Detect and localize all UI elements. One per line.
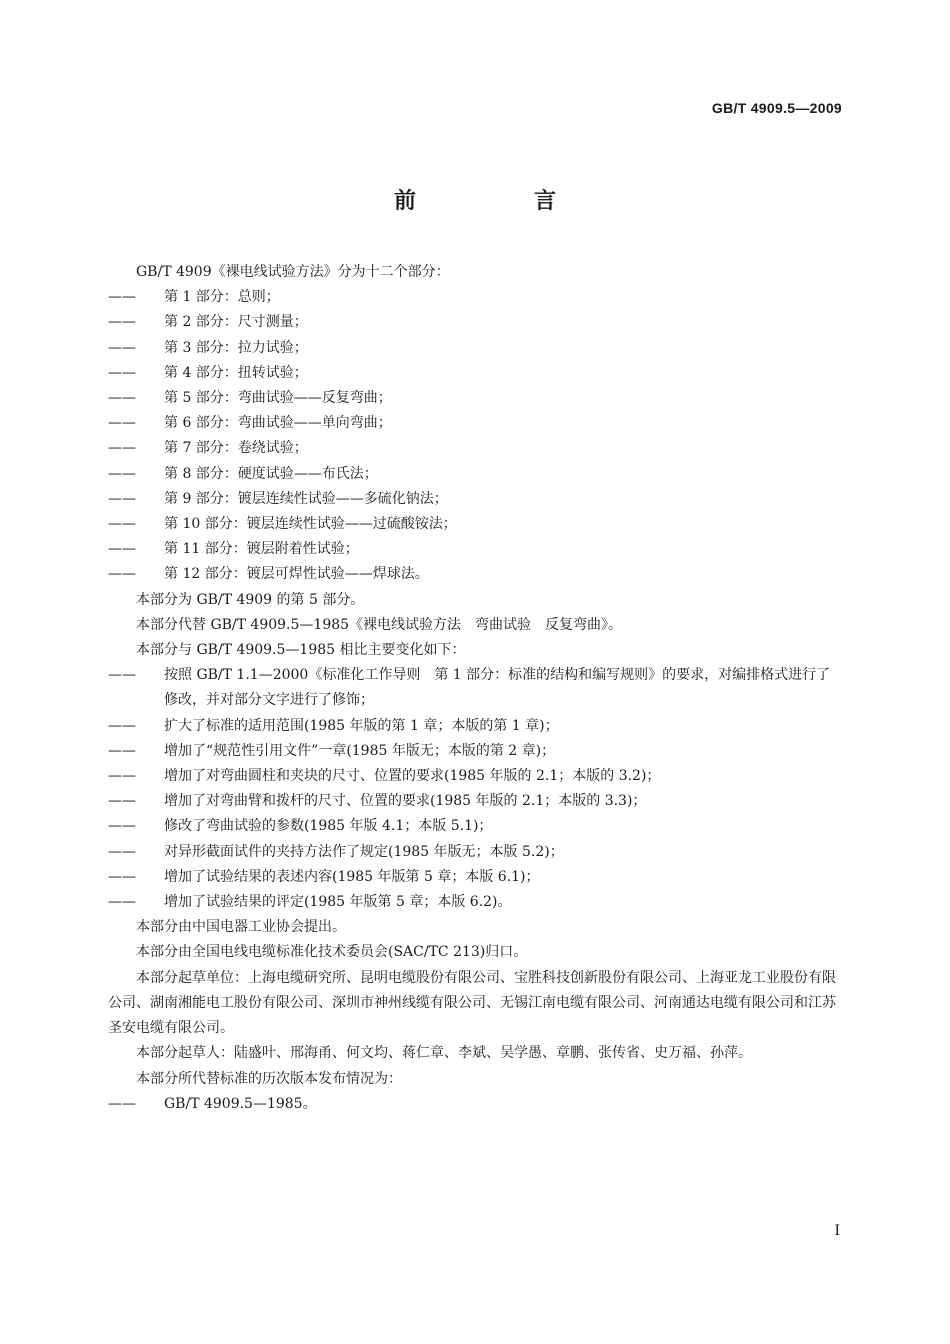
dash-mark: —— <box>108 465 136 482</box>
list-item <box>108 840 842 865</box>
dash-mark: —— <box>108 667 136 684</box>
dash-mark: —— <box>108 364 136 381</box>
parts-list <box>108 285 842 587</box>
list-item <box>108 310 842 335</box>
paragraph-proposer: 本部分由中国电器工业协会提出。 <box>136 919 346 936</box>
page-number: I <box>834 1223 840 1239</box>
dash-mark: —— <box>108 818 136 835</box>
list-item-text: 增加了试验结果的表述内容(1985 年版第 5 章；本版 6.1)； <box>164 868 540 885</box>
list-item <box>108 865 842 890</box>
list-item-text: 增加了对弯曲臂和拨杆的尺寸、位置的要求(1985 年版的 2.1；本版的 3.3)； <box>164 793 647 810</box>
list-item-text: 第 3 部分：拉力试验； <box>164 339 308 356</box>
list-item <box>108 386 842 411</box>
dash-mark: —— <box>108 768 136 785</box>
list-item <box>108 739 842 764</box>
list-item-text: 第 12 部分：镀层可焊性试验——焊球法。 <box>164 566 429 583</box>
list-item-text: 增加了对弯曲圆柱和夹块的尺寸、位置的要求(1985 年版的 2.1；本版的 3.2)； <box>164 768 661 785</box>
list-item <box>108 285 842 310</box>
dash-mark: —— <box>108 516 136 533</box>
list-item <box>108 411 842 436</box>
paragraph-drafters: 本部分起草人：陆盛叶、邢海甬、何文均、蒋仁章、李斌、吴学愚、章鹏、张传省、史万福、孙萍。 <box>136 1045 752 1062</box>
dash-mark: —— <box>108 566 136 583</box>
list-item <box>108 512 842 537</box>
list-item-text: 增加了“规范性引用文件”一章(1985 年版无；本版的第 2 章)； <box>164 742 556 759</box>
dash-mark: —— <box>108 793 136 810</box>
list-item <box>108 562 842 587</box>
list-item <box>108 436 842 461</box>
list-item-text: 修改了弯曲试验的参数(1985 年版 4.1；本版 5.1)； <box>164 818 493 835</box>
list-item-text: 扩大了标准的适用范围(1985 年版的第 1 章；本版的第 1 章)； <box>164 717 559 734</box>
list-item-text: 第 5 部分：弯曲试验——反复弯曲； <box>164 390 392 407</box>
dash-mark: —— <box>108 339 136 356</box>
list-item <box>108 764 842 789</box>
list-item-text: 第 8 部分：硬度试验——布氏法； <box>164 465 378 482</box>
page-title: 前 言 <box>393 189 604 214</box>
paragraph-committee: 本部分由全国电线电缆标准化技术委员会(SAC/TC 213)归口。 <box>136 944 528 961</box>
list-item-text: 第 10 部分：镀层连续性试验——过硫酸铵法； <box>164 516 457 533</box>
list-item <box>108 789 842 814</box>
list-item <box>108 361 842 386</box>
list-item <box>108 537 842 562</box>
list-item <box>108 462 842 487</box>
list-item <box>108 714 842 739</box>
dash-mark: —— <box>108 440 136 457</box>
foreword-body <box>108 260 842 1117</box>
dash-mark: —— <box>108 490 136 507</box>
list-item-text: 按照 GB/T 1.1—2000《标准化工作导则 第 1 部分：标准的结构和编写规则》的要求，对编排格式进行了修改，并对部分文字进行了修饰； <box>164 667 831 709</box>
list-item-text: 第 2 部分：尺寸测量； <box>164 314 308 331</box>
list-item-text: 第 9 部分：镀层连续性试验——多硫化钠法； <box>164 490 448 507</box>
paragraph-replaces: 本部分代替 GB/T 4909.5—1985《裸电线试验方法 弯曲试验 反复弯曲》。 <box>136 616 623 633</box>
list-item <box>108 663 842 713</box>
dash-mark: —— <box>108 1095 136 1112</box>
paragraph-history-intro: 本部分所代替标准的历次版本发布情况为： <box>136 1070 402 1087</box>
doc-code: GB/T 4909.5—2009 <box>711 100 842 116</box>
dash-mark: —— <box>108 289 136 306</box>
changes-list <box>108 663 842 915</box>
dash-mark: —— <box>108 390 136 407</box>
list-item <box>108 1092 842 1117</box>
history-list <box>108 1092 842 1117</box>
list-item <box>108 487 842 512</box>
list-item-text: 对异形截面试件的夹持方法作了规定(1985 年版无；本版 5.2)； <box>164 843 564 860</box>
dash-mark: —— <box>108 314 136 331</box>
list-item-text: 第 7 部分：卷绕试验； <box>164 440 308 457</box>
list-item-text: 第 11 部分：镀层附着性试验； <box>164 541 359 558</box>
list-item <box>108 336 842 361</box>
dash-mark: —— <box>108 868 136 885</box>
paragraph-intro: GB/T 4909《裸电线试验方法》分为十二个部分： <box>136 264 450 280</box>
paragraph-changes-intro: 本部分与 GB/T 4909.5—1985 相比主要变化如下： <box>136 642 466 659</box>
dash-mark: —— <box>108 742 136 759</box>
dash-mark: —— <box>108 717 136 734</box>
dash-mark: —— <box>108 415 136 432</box>
list-item-text: GB/T 4909.5—1985。 <box>164 1095 317 1112</box>
list-item <box>108 814 842 839</box>
dash-mark: —— <box>108 843 136 860</box>
list-item-text: 增加了试验结果的评定(1985 年版第 5 章；本版 6.2)。 <box>164 894 512 911</box>
paragraph-part-number: 本部分为 GB/T 4909 的第 5 部分。 <box>136 591 365 608</box>
dash-mark: —— <box>108 541 136 558</box>
list-item-text: 第 4 部分：扭转试验； <box>164 364 308 381</box>
dash-mark: —— <box>108 894 136 911</box>
list-item <box>108 890 842 915</box>
list-item-text: 第 1 部分：总则； <box>164 289 280 306</box>
paragraph-drafting-units: 本部分起草单位：上海电缆研究所、昆明电缆股份有限公司、宝胜科技创新股份有限公司、上海亚龙工业股份有限公司、湖南湘能电工股份有限公司、深圳市神州线缆有限公司、无锡江南电缆有限公司、河南通达电缆有限公司和江苏圣安电缆有限公司。 <box>108 969 836 1037</box>
list-item-text: 第 6 部分：弯曲试验——单向弯曲； <box>164 415 392 432</box>
